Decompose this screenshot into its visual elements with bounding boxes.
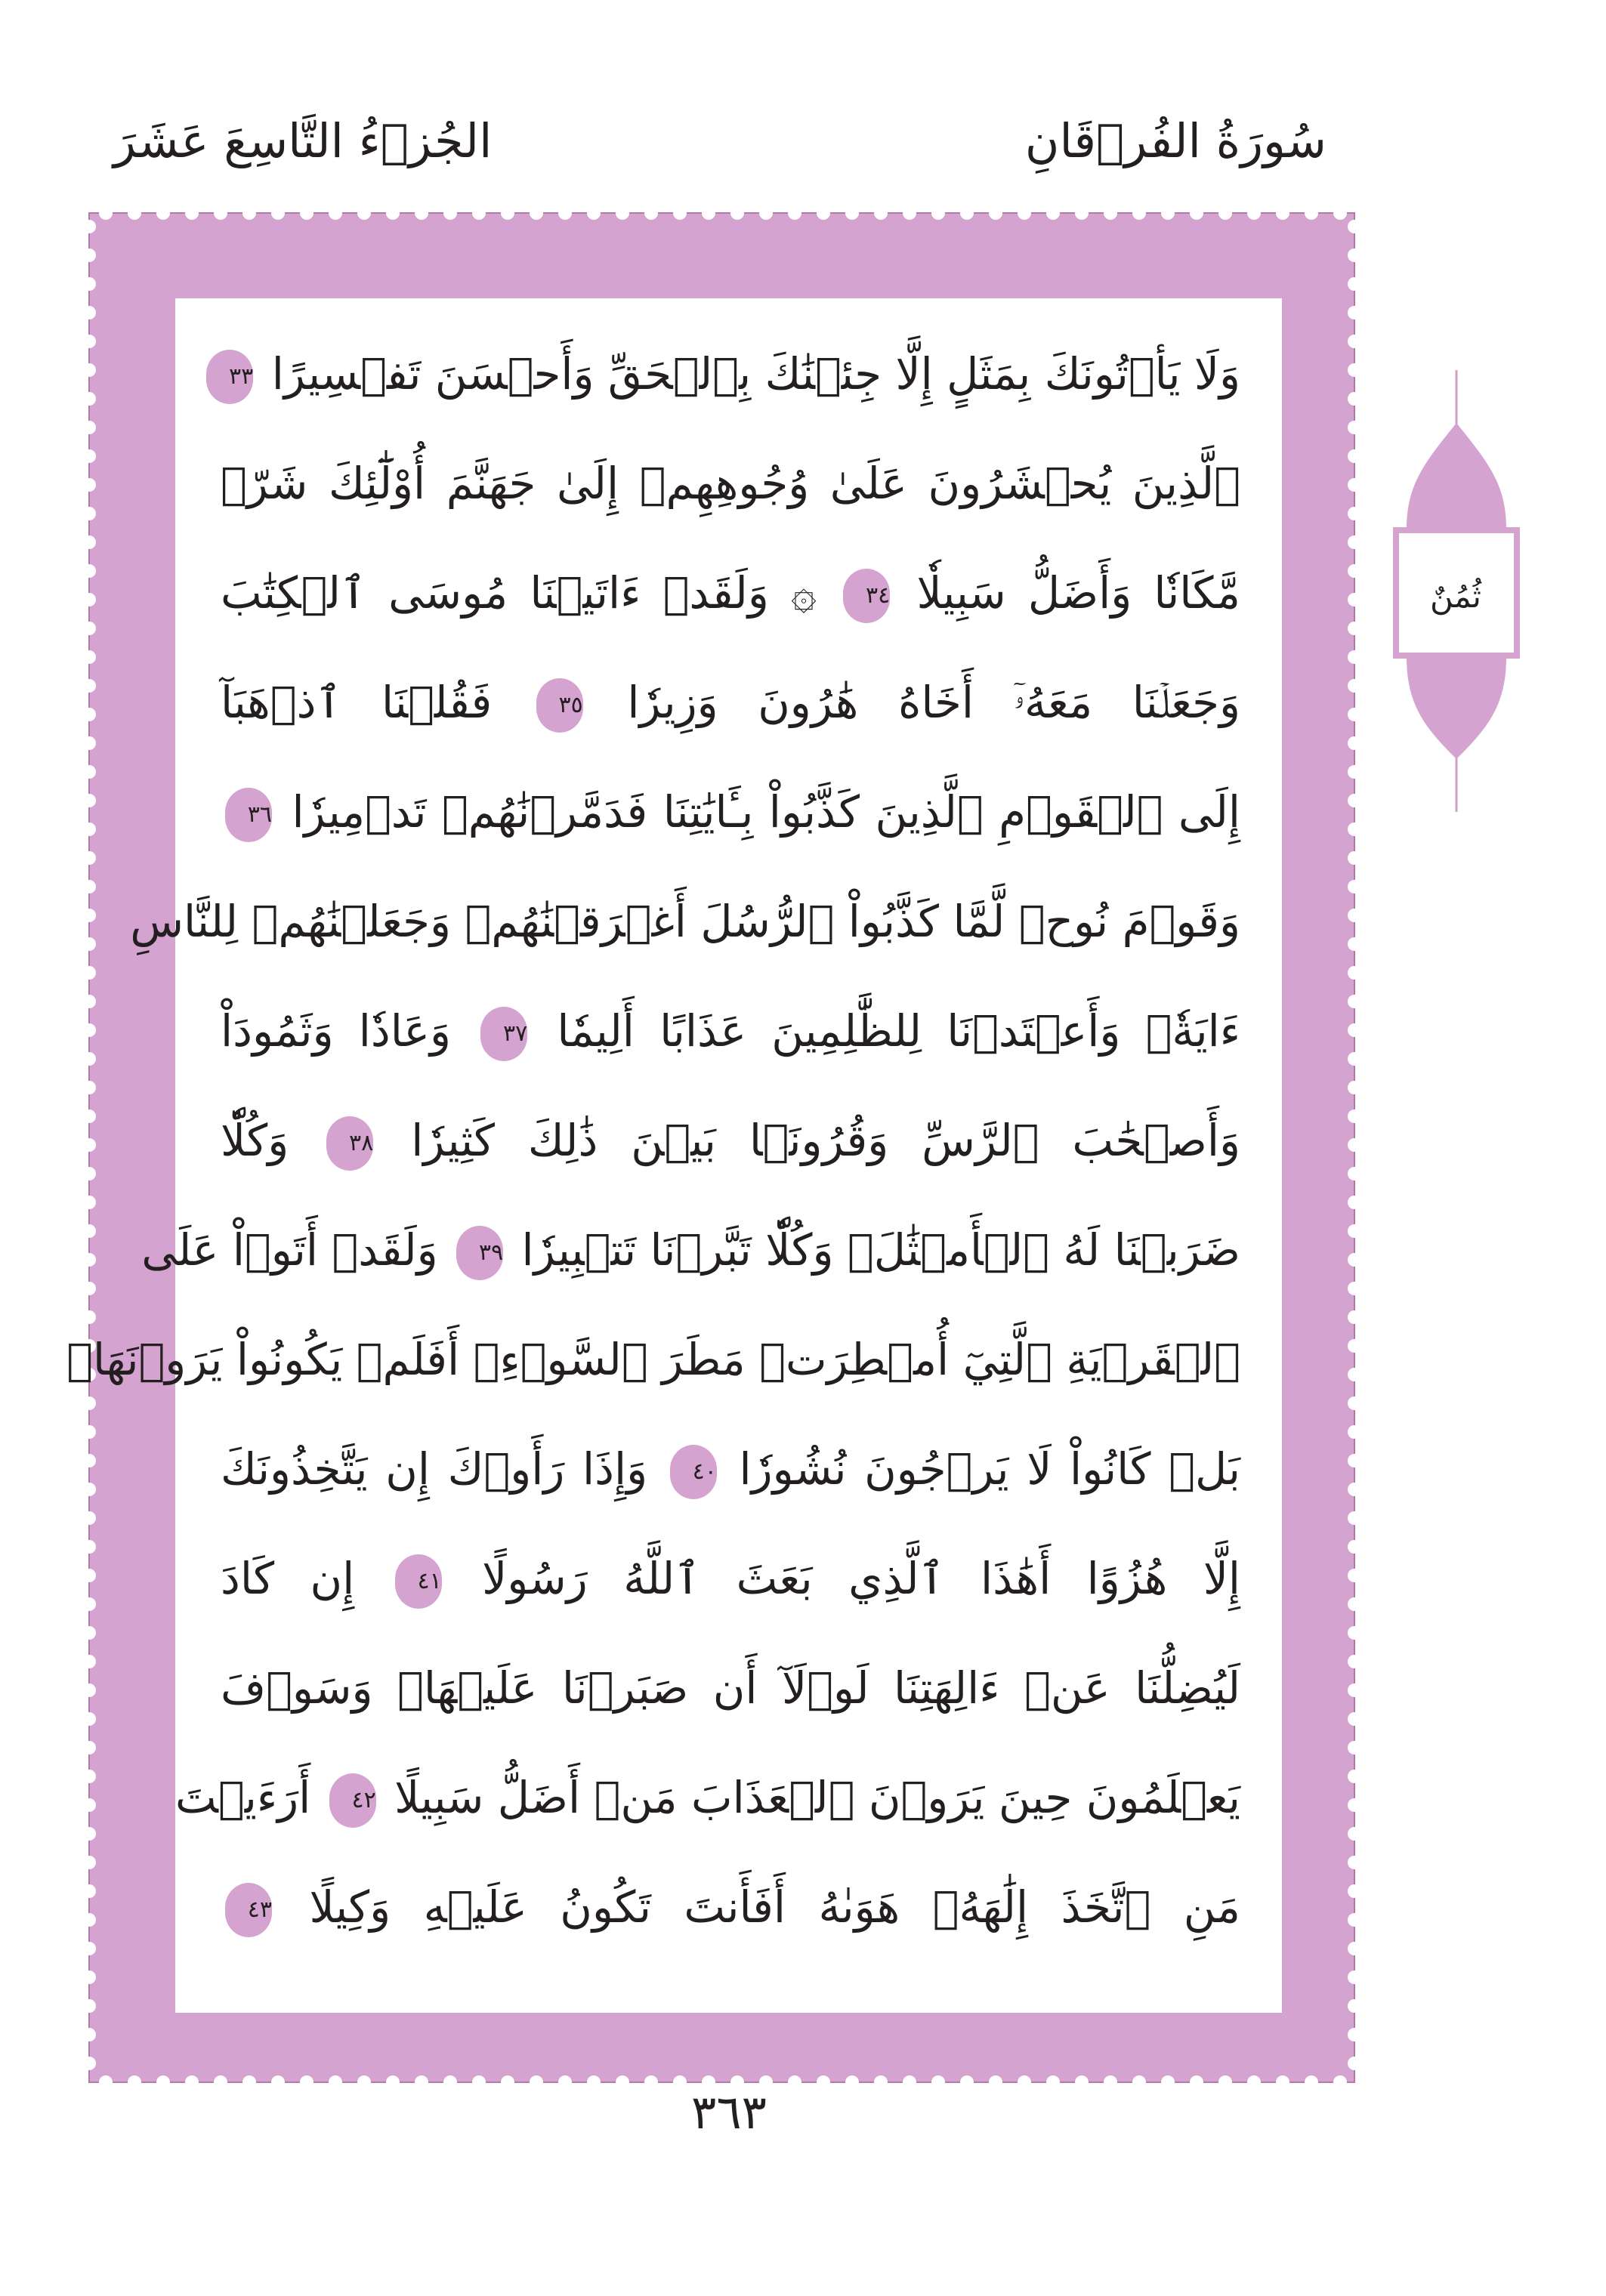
frame-scallop: [82, 1138, 96, 1152]
verse-text: وَأَصۡحَٰبَ ٱلرَّسِّ وَقُرُونَۢا بَيۡنَ ذَٰلِكَ كَثِيرٗا: [411, 1115, 1241, 1166]
frame-scallop: [1348, 1023, 1361, 1037]
frame-scallop: [1348, 1253, 1361, 1267]
verse-line: [221, 1862, 1240, 1952]
verse-text: أَرَءَيۡتَ: [174, 1772, 311, 1823]
verse-line: [130, 876, 1240, 967]
frame-scallop: [82, 1999, 96, 2013]
frame-scallop: [1348, 564, 1361, 578]
frame-scallop: [443, 206, 457, 220]
ayah-number-marker: ٣٨: [326, 1116, 373, 1171]
ayah-number-marker: ٤٠: [670, 1445, 717, 1499]
verse-text: وَإِذَا رَأَوۡكَ إِن يَتَّخِذُونَكَ: [221, 1443, 648, 1495]
ayah-number-marker: ٤٣: [225, 1883, 272, 1937]
verse-text: بَلۡ كَانُواْ لَا يَرۡجُونَ نُشُورٗا: [739, 1443, 1241, 1495]
ayah-number-marker: ٣٥: [536, 678, 583, 733]
frame-scallop: [1348, 1655, 1361, 1668]
frame-scallop: [82, 1253, 96, 1267]
verse-text: إِلَّا هُزُوًا أَهَٰذَا ٱلَّذِي بَعَثَ ٱللَّهُ رَسُولًا: [482, 1553, 1241, 1604]
frame-scallop: [82, 1569, 96, 1582]
frame-scallop: [1348, 1425, 1361, 1439]
frame-scallop: [1348, 1626, 1361, 1640]
verse-line: [174, 1752, 1240, 1843]
frame-scallop: [1247, 206, 1261, 220]
frame-scallop: [472, 206, 486, 220]
frame-scallop: [82, 306, 96, 319]
frame-scallop: [1348, 1540, 1361, 1554]
frame-scallop: [82, 1052, 96, 1066]
frame-scallop: [82, 909, 96, 922]
ayah-number-marker: ٣٦: [225, 788, 272, 842]
frame-scallop: [1348, 2057, 1361, 2070]
frame-scallop: [82, 1483, 96, 1496]
frame-scallop: [82, 564, 96, 578]
ayah-number-marker: ٣٧: [480, 1007, 527, 1061]
surah-name: سُورَةُ الفُرۡقَانِ: [1024, 113, 1326, 168]
frame-scallop: [1348, 306, 1361, 319]
verse-line: [221, 548, 1240, 638]
frame-scallop: [82, 822, 96, 836]
frame-scallop: [82, 679, 96, 693]
text-panel: [66, 298, 1282, 2013]
frame-scallop: [1348, 937, 1361, 951]
page-number: ٣٦٣: [691, 2085, 767, 2140]
verse-text: وَلَا يَأۡتُونَكَ بِمَثَلٍ إِلَّا جِئۡنَٰكَ بِٱلۡحَقِّ وَأَحۡسَنَ تَفۡسِيرًا: [271, 348, 1240, 400]
frame-scallop: [82, 1196, 96, 1209]
frame-scallop: [673, 206, 687, 220]
frame-scallop: [82, 2057, 96, 2070]
frame-scallop: [1348, 392, 1361, 406]
frame-scallop: [82, 1626, 96, 1640]
frame-scallop: [82, 478, 96, 492]
frame-scallop: [1348, 593, 1361, 606]
frame-scallop: [82, 421, 96, 434]
verse-text: وَجَعَلۡنَا مَعَهُۥٓ أَخَاهُ هَٰرُونَ وَزِيرٗا: [627, 677, 1241, 728]
frame-scallop: [82, 966, 96, 980]
frame-scallop: [1348, 995, 1361, 1008]
frame-scallop: [357, 206, 371, 220]
frame-scallop: [99, 206, 113, 220]
frame-scallop: [1333, 206, 1347, 220]
ayah-number-marker: ٤١: [395, 1554, 442, 1609]
frame-scallop: [214, 206, 227, 220]
frame-scallop: [1348, 794, 1361, 807]
frame-scallop: [1348, 1368, 1361, 1381]
frame-scallop: [415, 206, 428, 220]
frame-scallop: [82, 1770, 96, 1783]
frame-scallop: [82, 995, 96, 1008]
frame-scallop: [931, 206, 945, 220]
frame-scallop: [788, 206, 801, 220]
frame-scallop: [1348, 622, 1361, 635]
frame-scallop: [1348, 220, 1361, 233]
frame-scallop: [1348, 1224, 1361, 1238]
frame-scallop: [82, 277, 96, 291]
frame-scallop: [1348, 1196, 1361, 1209]
frame-scallop: [82, 2028, 96, 2041]
frame-scallop: [82, 1597, 96, 1611]
frame-scallop: [1348, 507, 1361, 520]
frame-scallop: [82, 392, 96, 406]
frame-scallop: [82, 851, 96, 865]
frame-scallop: [1348, 1712, 1361, 1726]
frame-scallop: [1348, 909, 1361, 922]
verse-text: ٱلَّذِينَ يُحۡشَرُونَ عَلَىٰ وُجُوهِهِمۡ إِلَىٰ جَهَنَّمَ أُوْلَٰٓئِكَ شَرّٞ: [221, 458, 1240, 509]
verse-text: مَنِ ٱتَّخَذَ إِلَٰهَهُۥ هَوَىٰهُ أَفَأَنتَ تَكُونُ عَلَيۡهِ وَكِيلًا: [309, 1881, 1241, 1933]
verse-line: [221, 986, 1240, 1076]
frame-scallop: [82, 593, 96, 606]
frame-scallop: [1348, 1483, 1361, 1496]
frame-scallop: [903, 206, 916, 220]
frame-scallop: [82, 507, 96, 520]
frame-scallop: [1348, 880, 1361, 893]
frame-scallop: [1348, 679, 1361, 693]
frame-scallop: [1348, 966, 1361, 980]
verse-line: [221, 657, 1240, 748]
frame-scallop: [1348, 851, 1361, 865]
verse-line: [221, 438, 1240, 529]
frame-scallop: [82, 1282, 96, 1295]
verse-line: [221, 1424, 1240, 1514]
frame-scallop: [1348, 1511, 1361, 1525]
ayah-number-marker: ٤٢: [329, 1773, 376, 1828]
frame-scallop: [82, 1224, 96, 1238]
verse-line: [221, 1643, 1240, 1733]
frame-scallop: [817, 206, 830, 220]
frame-scallop: [82, 650, 96, 664]
verse-text: ٱلۡقَرۡيَةِ ٱلَّتِيٓ أُمۡطِرَتۡ مَطَرَ ٱلسَّوۡءِۚ أَفَلَمۡ يَكُونُواْ يَرَوۡنَهَاۚ: [66, 1334, 1240, 1385]
frame-scallop: [82, 1454, 96, 1467]
frame-scallop: [1305, 206, 1318, 220]
frame-scallop: [759, 206, 773, 220]
frame-scallop: [156, 206, 170, 220]
frame-scallop: [128, 206, 141, 220]
frame-scallop: [82, 794, 96, 807]
verse-text: إِلَى ٱلۡقَوۡمِ ٱلَّذِينَ كَذَّبُواْ بِـَٔايَٰتِنَا فَدَمَّرۡنَٰهُمۡ تَدۡمِيرٗا: [292, 786, 1240, 838]
frame-scallop: [1104, 206, 1117, 220]
verse-text: إِن كَادَ: [221, 1553, 355, 1604]
frame-scallop: [300, 206, 313, 220]
frame-scallop: [1348, 1282, 1361, 1295]
frame-scallop: [82, 708, 96, 721]
hizb-badge-top-dome: [1407, 423, 1506, 529]
frame-scallop: [1348, 2028, 1361, 2041]
frame-scallop: [1348, 1081, 1361, 1094]
frame-scallop: [1348, 363, 1361, 377]
frame-scallop: [587, 206, 601, 220]
frame-scallop: [1348, 822, 1361, 836]
frame-scallop: [1348, 1109, 1361, 1123]
frame-scallop: [1348, 277, 1361, 291]
frame-scallop: [1348, 248, 1361, 262]
verse-text: وَلَقَدۡ أَتَوۡاْ عَلَى: [141, 1224, 438, 1276]
frame-scallop: [1348, 1884, 1361, 1898]
frame-scallop: [1018, 206, 1031, 220]
frame-scallop: [82, 220, 96, 233]
frame-scallop: [702, 206, 715, 220]
frame-scallop: [1348, 1798, 1361, 1812]
frame-scallop: [730, 206, 744, 220]
verse-line: [66, 1314, 1240, 1405]
frame-scallop: [271, 206, 285, 220]
frame-scallop: [1190, 206, 1203, 220]
frame-scallop: [242, 206, 256, 220]
frame-scallop: [82, 736, 96, 750]
frame-scallop: [558, 206, 572, 220]
hizb-badge-bottom-dome: [1407, 657, 1506, 759]
verse-line: [221, 767, 1240, 857]
frame-scallop: [1161, 206, 1175, 220]
frame-scallop: [1132, 206, 1146, 220]
frame-scallop: [530, 206, 543, 220]
frame-scallop: [82, 449, 96, 463]
frame-scallop: [874, 206, 888, 220]
frame-scallop: [1348, 1454, 1361, 1467]
frame-scallop: [82, 363, 96, 377]
frame-scallop: [1348, 1770, 1361, 1783]
frame-scallop: [82, 622, 96, 635]
frame-scallop: [82, 1884, 96, 1898]
frame-scallop: [1348, 1052, 1361, 1066]
ayah-number-marker: ٣٩: [456, 1226, 503, 1280]
frame-scallop: [1348, 708, 1361, 721]
frame-scallop: [1348, 765, 1361, 779]
hizb-label: ثُمُنٌ: [1430, 578, 1481, 615]
frame-scallop: [82, 1540, 96, 1554]
verse-text: وَعَادٗا وَثَمُودَاْ: [221, 1005, 452, 1057]
frame-scallop: [82, 880, 96, 893]
frame-scallop: [82, 1712, 96, 1726]
frame-scallop: [1348, 449, 1361, 463]
frame-scallop: [1348, 1396, 1361, 1410]
frame-scallop: [82, 1655, 96, 1668]
frame-scallop: [1348, 1597, 1361, 1611]
frame-scallop: [845, 206, 859, 220]
verse-text: لَيُضِلُّنَا عَنۡ ءَالِهَتِنَا لَوۡلَآ أَن صَبَرۡنَا عَلَيۡهَاۚ وَسَوۡفَ: [221, 1662, 1240, 1714]
frame-scallop: [1348, 478, 1361, 492]
frame-scallop: [82, 1511, 96, 1525]
frame-scallop: [1348, 335, 1361, 348]
frame-scallop: [82, 1827, 96, 1841]
verse-text: ءَايَةٗۖ وَأَعۡتَدۡنَا لِلظَّٰلِمِينَ عَذَابًا أَلِيمٗا: [557, 1005, 1241, 1057]
verse-text: وَقَوۡمَ نُوحٖ لَّمَّا كَذَّبُواْ ٱلرُّسُلَ أَغۡرَقۡنَٰهُمۡ وَجَعَلۡنَٰهُمۡ لِلنَّاسِ: [130, 896, 1240, 947]
frame-scallop: [82, 1683, 96, 1697]
frame-scallop: [82, 1081, 96, 1094]
frame-scallop: [82, 1425, 96, 1439]
juz-name: الجُزۡءُ التَّاسِعَ عَشَرَ: [113, 113, 493, 168]
frame-scallop: [1348, 1741, 1361, 1754]
verse-line: [221, 1095, 1240, 1186]
frame-scallop: [1348, 1138, 1361, 1152]
frame-scallop: [1348, 1167, 1361, 1180]
frame-scallop: [82, 937, 96, 951]
frame-scallop: [616, 206, 629, 220]
frame-scallop: [1348, 1827, 1361, 1841]
frame-scallop: [82, 1167, 96, 1180]
verse-text: فَقُلۡنَا ٱذۡهَبَآ: [221, 677, 493, 728]
frame-scallop: [1348, 1999, 1361, 2013]
frame-scallop: [82, 1942, 96, 1955]
frame-scallop: [501, 206, 514, 220]
ayah-number-marker: ٣٤: [843, 569, 890, 623]
frame-scallop: [185, 206, 199, 220]
ayah-number-marker: ٣٣: [206, 350, 253, 404]
frame-scallop: [1348, 1569, 1361, 1582]
frame-scallop: [1348, 1856, 1361, 1869]
verse-text: ۞ وَلَقَدۡ ءَاتَيۡنَا مُوسَى ٱلۡكِتَٰبَ: [221, 567, 817, 619]
frame-scallop: [82, 1856, 96, 1869]
frame-scallop: [329, 206, 342, 220]
frame-scallop: [82, 1023, 96, 1037]
frame-scallop: [1348, 535, 1361, 549]
frame-scallop: [1348, 736, 1361, 750]
frame-scallop: [82, 248, 96, 262]
verse-text: ضَرَبۡنَا لَهُ ٱلۡأَمۡثَٰلَۖ وَكُلّٗا تَبَّرۡنَا تَتۡبِيرٗا: [521, 1224, 1240, 1276]
frame-scallop: [1075, 206, 1089, 220]
frame-scallop: [82, 1798, 96, 1812]
frame-scallop: [1348, 1310, 1361, 1324]
verse-line: [221, 1533, 1240, 1624]
frame-scallop: [82, 1741, 96, 1754]
frame-scallop: [82, 765, 96, 779]
frame-scallop: [1348, 1942, 1361, 1955]
frame-scallop: [1276, 206, 1289, 220]
verse-line: [141, 1205, 1240, 1295]
frame-scallop: [1348, 650, 1361, 664]
frame-scallop: [989, 206, 1002, 220]
frame-scallop: [82, 1913, 96, 1927]
frame-scallop: [386, 206, 400, 220]
frame-scallop: [82, 1109, 96, 1123]
verse-text: وَكُلّٗا: [221, 1115, 289, 1166]
verse-text: مَّكَانٗا وَأَضَلُّ سَبِيلٗا: [916, 567, 1241, 619]
frame-scallop: [1348, 1683, 1361, 1697]
frame-scallop: [1348, 1970, 1361, 1984]
frame-scallop: [82, 1970, 96, 1984]
verse-text: يَعۡلَمُونَ حِينَ يَرَوۡنَ ٱلۡعَذَابَ مَنۡ أَضَلُّ سَبِيلًا: [394, 1772, 1240, 1823]
frame-scallop: [1348, 1913, 1361, 1927]
frame-scallop: [82, 535, 96, 549]
frame-scallop: [1348, 1339, 1361, 1353]
verse-line: [221, 329, 1240, 419]
frame-scallop: [82, 335, 96, 348]
frame-scallop: [1218, 206, 1232, 220]
frame-scallop: [644, 206, 658, 220]
frame-scallop: [960, 206, 974, 220]
frame-scallop: [1348, 421, 1361, 434]
frame-scallop: [1046, 206, 1060, 220]
